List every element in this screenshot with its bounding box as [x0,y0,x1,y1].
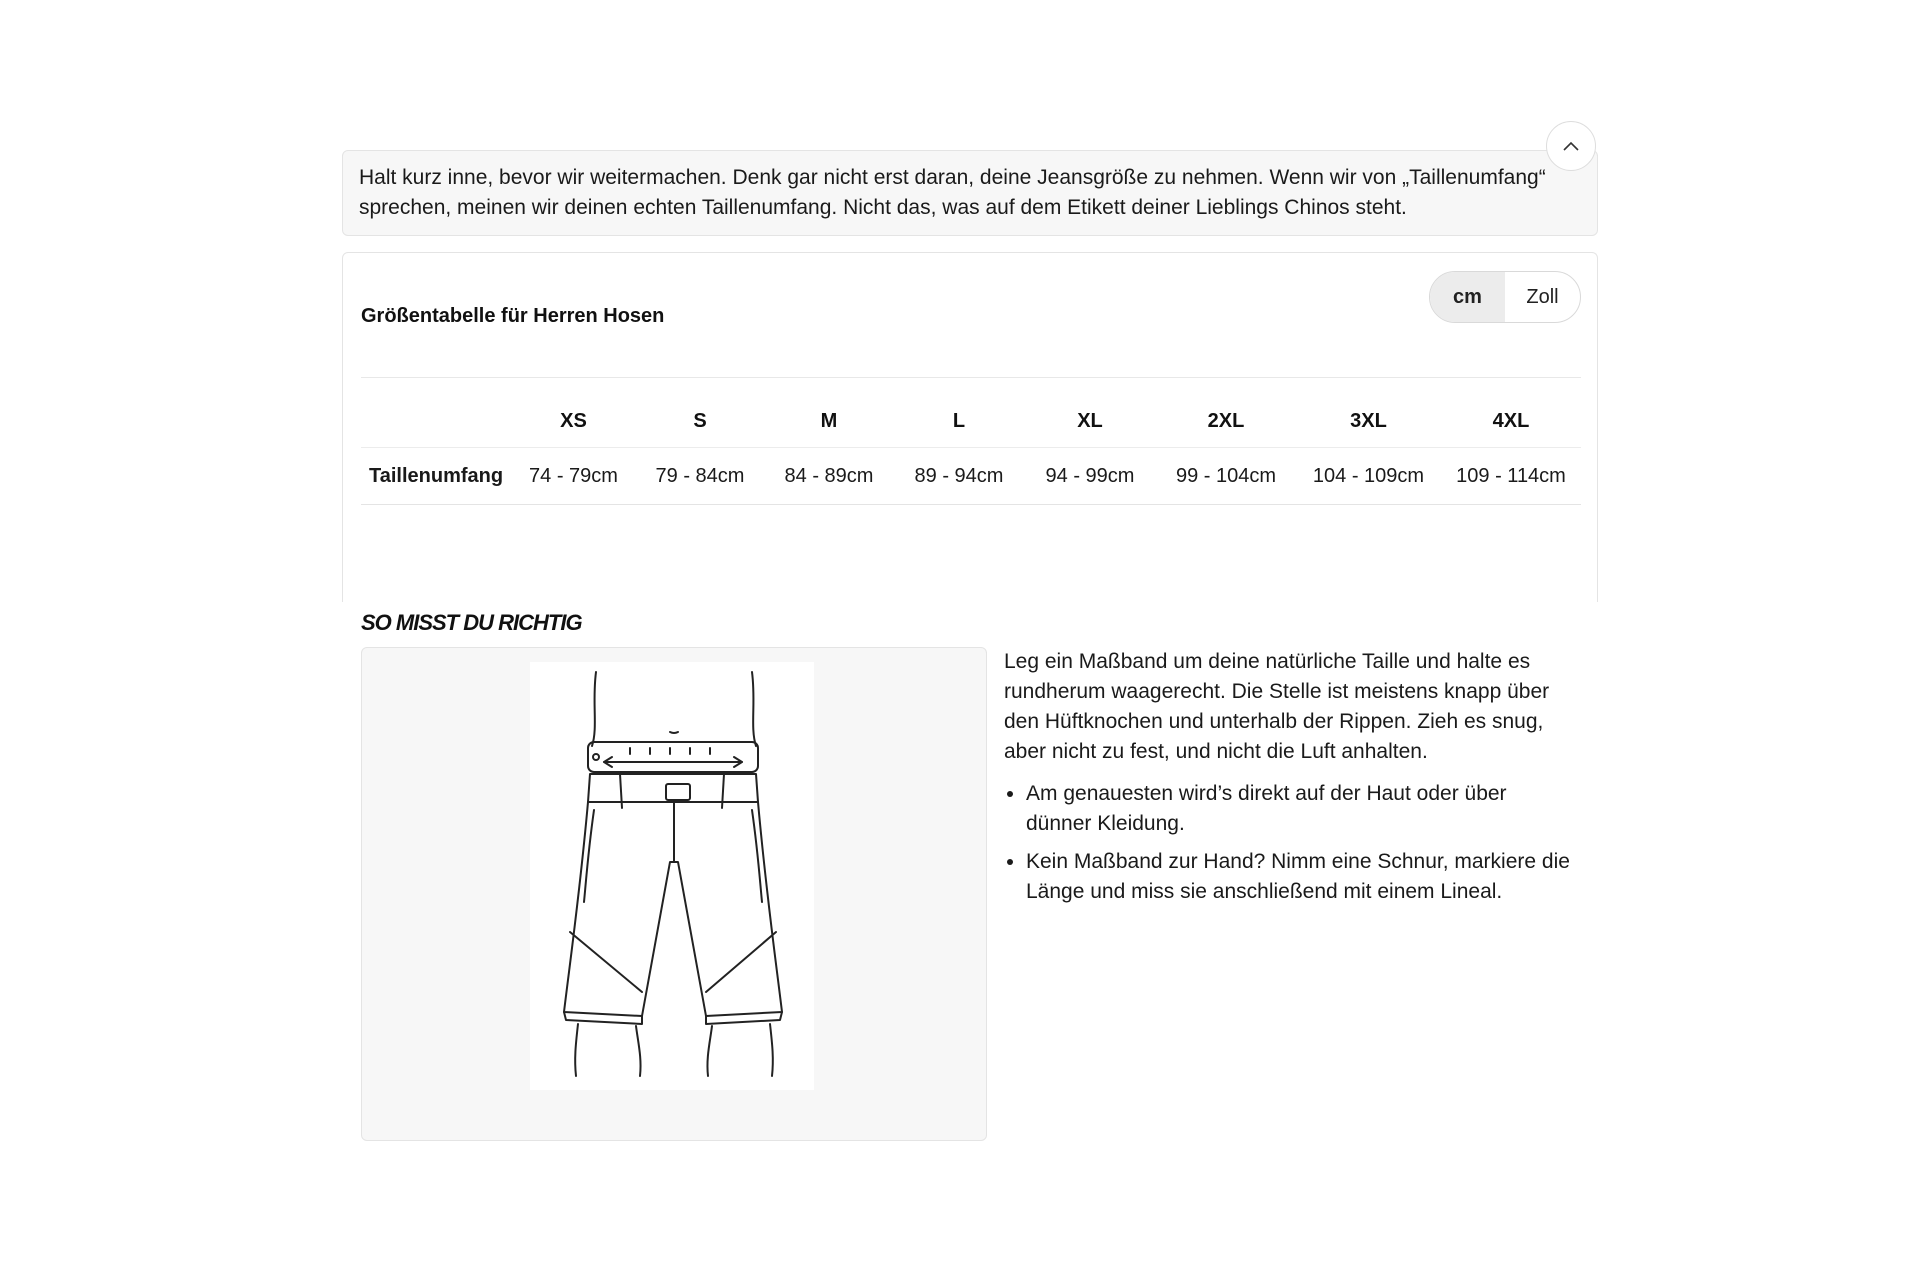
size-header: S [636,395,764,448]
instructions-intro: Leg ein Maßband um deine natürliche Taille und halte es rundherum waagerecht. Die Stelle ist meistens knapp über den Hüftknochen und unterhalb der Rippen. Zieh es snug, aber nicht zu fest, und nicht die Luft anhalten. [1004,650,1550,763]
close-icon [1563,141,1579,151]
size-header: M [764,395,894,448]
size-header: 4XL [1441,395,1581,448]
list-item: • Am genauesten wird’s direkt auf der Haut oder über dünner Kleidung. [1026,779,1574,839]
size-table-card [342,252,1598,602]
size-table [361,395,1581,505]
tips-list [1004,779,1574,907]
size-header-row [361,395,1581,448]
list-item: • Kein Maßband zur Hand? Nimm eine Schnur, markiere die Länge und miss sie anschließend mit einem Lineal. [1026,847,1574,907]
table-cell: 104 - 109cm [1296,448,1441,505]
waist-measurement-illustration [530,662,814,1090]
size-header: 2XL [1156,395,1296,448]
unit-option-cm[interactable]: cm [1430,272,1505,322]
illustration-panel [361,647,987,1141]
size-header: L [894,395,1024,448]
table-cell: 84 - 89cm [764,448,894,505]
notice-text: Halt kurz inne, bevor wir weitermachen. Denk gar nicht erst daran, deine Jeansgröße zu nehmen. Wenn wir von „Taillenumfang“ sprechen, meinen wir deinen echten Taillenumfang. Nicht das, was auf dem Etikett deiner Lieblings Chinos steht. [359,166,1546,219]
table-cell: 99 - 104cm [1156,448,1296,505]
size-header: XL [1024,395,1156,448]
table-cell: 89 - 94cm [894,448,1024,505]
row-label-waist: Taillenumfang [361,448,511,505]
table-cell: 74 - 79cm [511,448,636,505]
table-cell: 79 - 84cm [636,448,764,505]
table-row [361,448,1581,505]
waist-notice-banner [342,150,1598,236]
size-table-title: Größentabelle für Herren Hosen [361,305,665,327]
table-cell: 109 - 114cm [1441,448,1581,505]
howto-title: SO MISST DU RICHTIG [361,610,582,635]
table-cell: 94 - 99cm [1024,448,1156,505]
unit-option-inch[interactable]: Zoll [1526,285,1559,308]
measuring-instructions [1004,647,1574,915]
card-divider [361,377,1581,378]
size-header: XS [511,395,636,448]
close-button[interactable] [1546,121,1596,171]
size-header: 3XL [1296,395,1441,448]
size-header-empty [361,395,511,448]
unit-toggle[interactable] [1429,271,1581,323]
illustration-frame [530,662,814,1090]
